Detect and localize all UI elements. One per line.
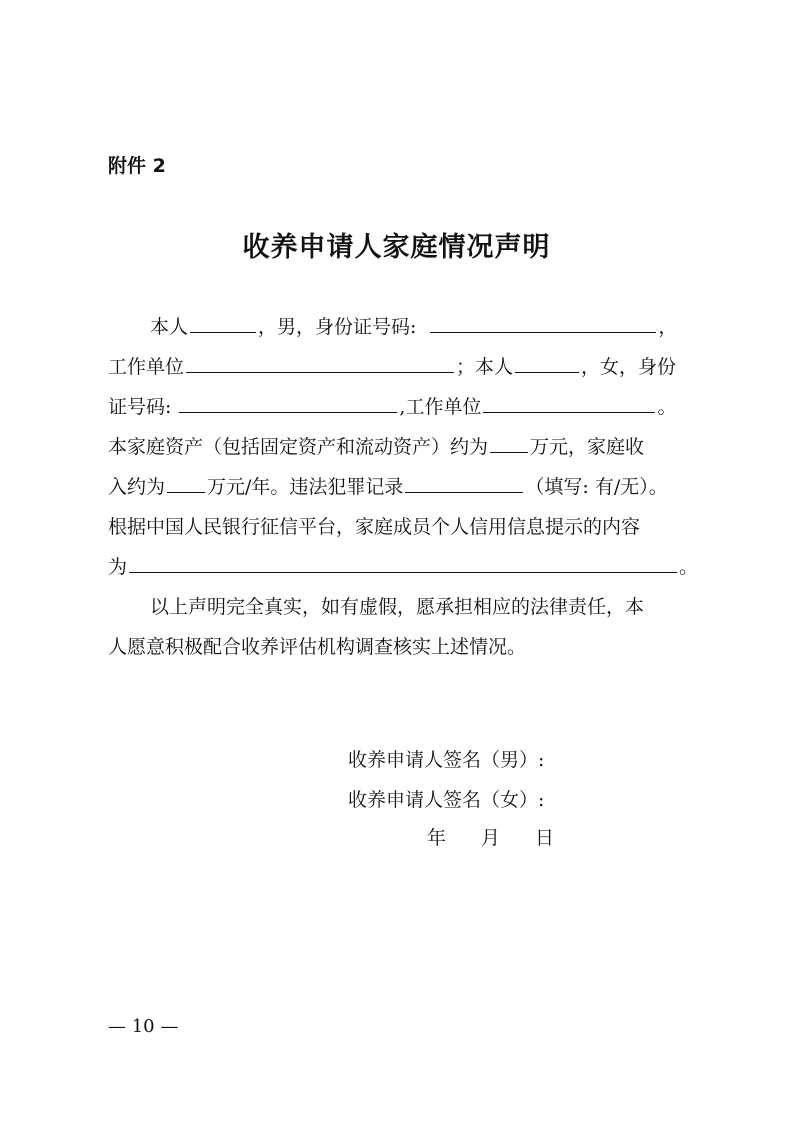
- male-signature-label: 收养申请人签名（男）:: [348, 749, 545, 771]
- male-employer-blank[interactable]: [186, 354, 454, 373]
- text: 入约为: [108, 476, 166, 498]
- para2-line2: 人愿意积极配合收养评估机构调查核实上述情况。: [108, 636, 527, 658]
- criminal-record-blank[interactable]: [405, 474, 523, 493]
- text: ，: [658, 316, 678, 338]
- text: 。: [657, 396, 677, 418]
- text: ；本人: [456, 356, 514, 378]
- male-name-blank[interactable]: [190, 314, 256, 333]
- date-month-label: 月: [481, 827, 501, 849]
- text: ，女，身份: [581, 356, 677, 378]
- credit-info-blank[interactable]: [129, 554, 677, 573]
- date-year-label: 年: [427, 827, 447, 849]
- text: 工作单位: [108, 356, 185, 378]
- text: 为: [108, 556, 128, 578]
- document-title: 收养申请人家庭情况声明: [242, 232, 551, 263]
- date-day-label: 日: [535, 827, 555, 849]
- text: 本家庭资产（包括固定资产和流动资产）约为: [108, 436, 489, 458]
- para1-line6: 根据中国人民银行征信平台，家庭成员个人信用信息提示的内容: [108, 516, 641, 538]
- para1-line3: [108, 394, 676, 420]
- text: ,工作单位: [399, 396, 482, 418]
- female-id-blank[interactable]: [179, 394, 397, 413]
- para1-line7: [108, 554, 698, 580]
- assets-blank[interactable]: [490, 434, 528, 453]
- text: 证号码:: [108, 396, 172, 418]
- text: 本人: [150, 316, 189, 338]
- text: 万元/年。违法犯罪记录: [207, 476, 404, 498]
- female-signature-label: 收养申请人签名（女）:: [348, 789, 545, 811]
- para1-line5: [108, 474, 668, 500]
- male-id-blank[interactable]: [430, 314, 656, 333]
- text: 万元，家庭收: [530, 436, 645, 458]
- text: ，男，身份证号码:: [258, 316, 417, 338]
- income-blank[interactable]: [167, 474, 205, 493]
- page-number: — 10 —: [108, 1016, 179, 1037]
- text: 。: [679, 556, 699, 578]
- para1-line4: [108, 434, 644, 460]
- attachment-label: 附件 2: [108, 155, 166, 177]
- para1-line1: [150, 314, 677, 340]
- para2-line1: 以上声明完全真实，如有虚假，愿承担相应的法律责任，本: [150, 596, 645, 618]
- female-employer-blank[interactable]: [483, 394, 655, 413]
- para1-line2: [108, 354, 676, 380]
- female-name-blank[interactable]: [515, 354, 579, 373]
- text: （填写: 有/无）。: [525, 476, 668, 498]
